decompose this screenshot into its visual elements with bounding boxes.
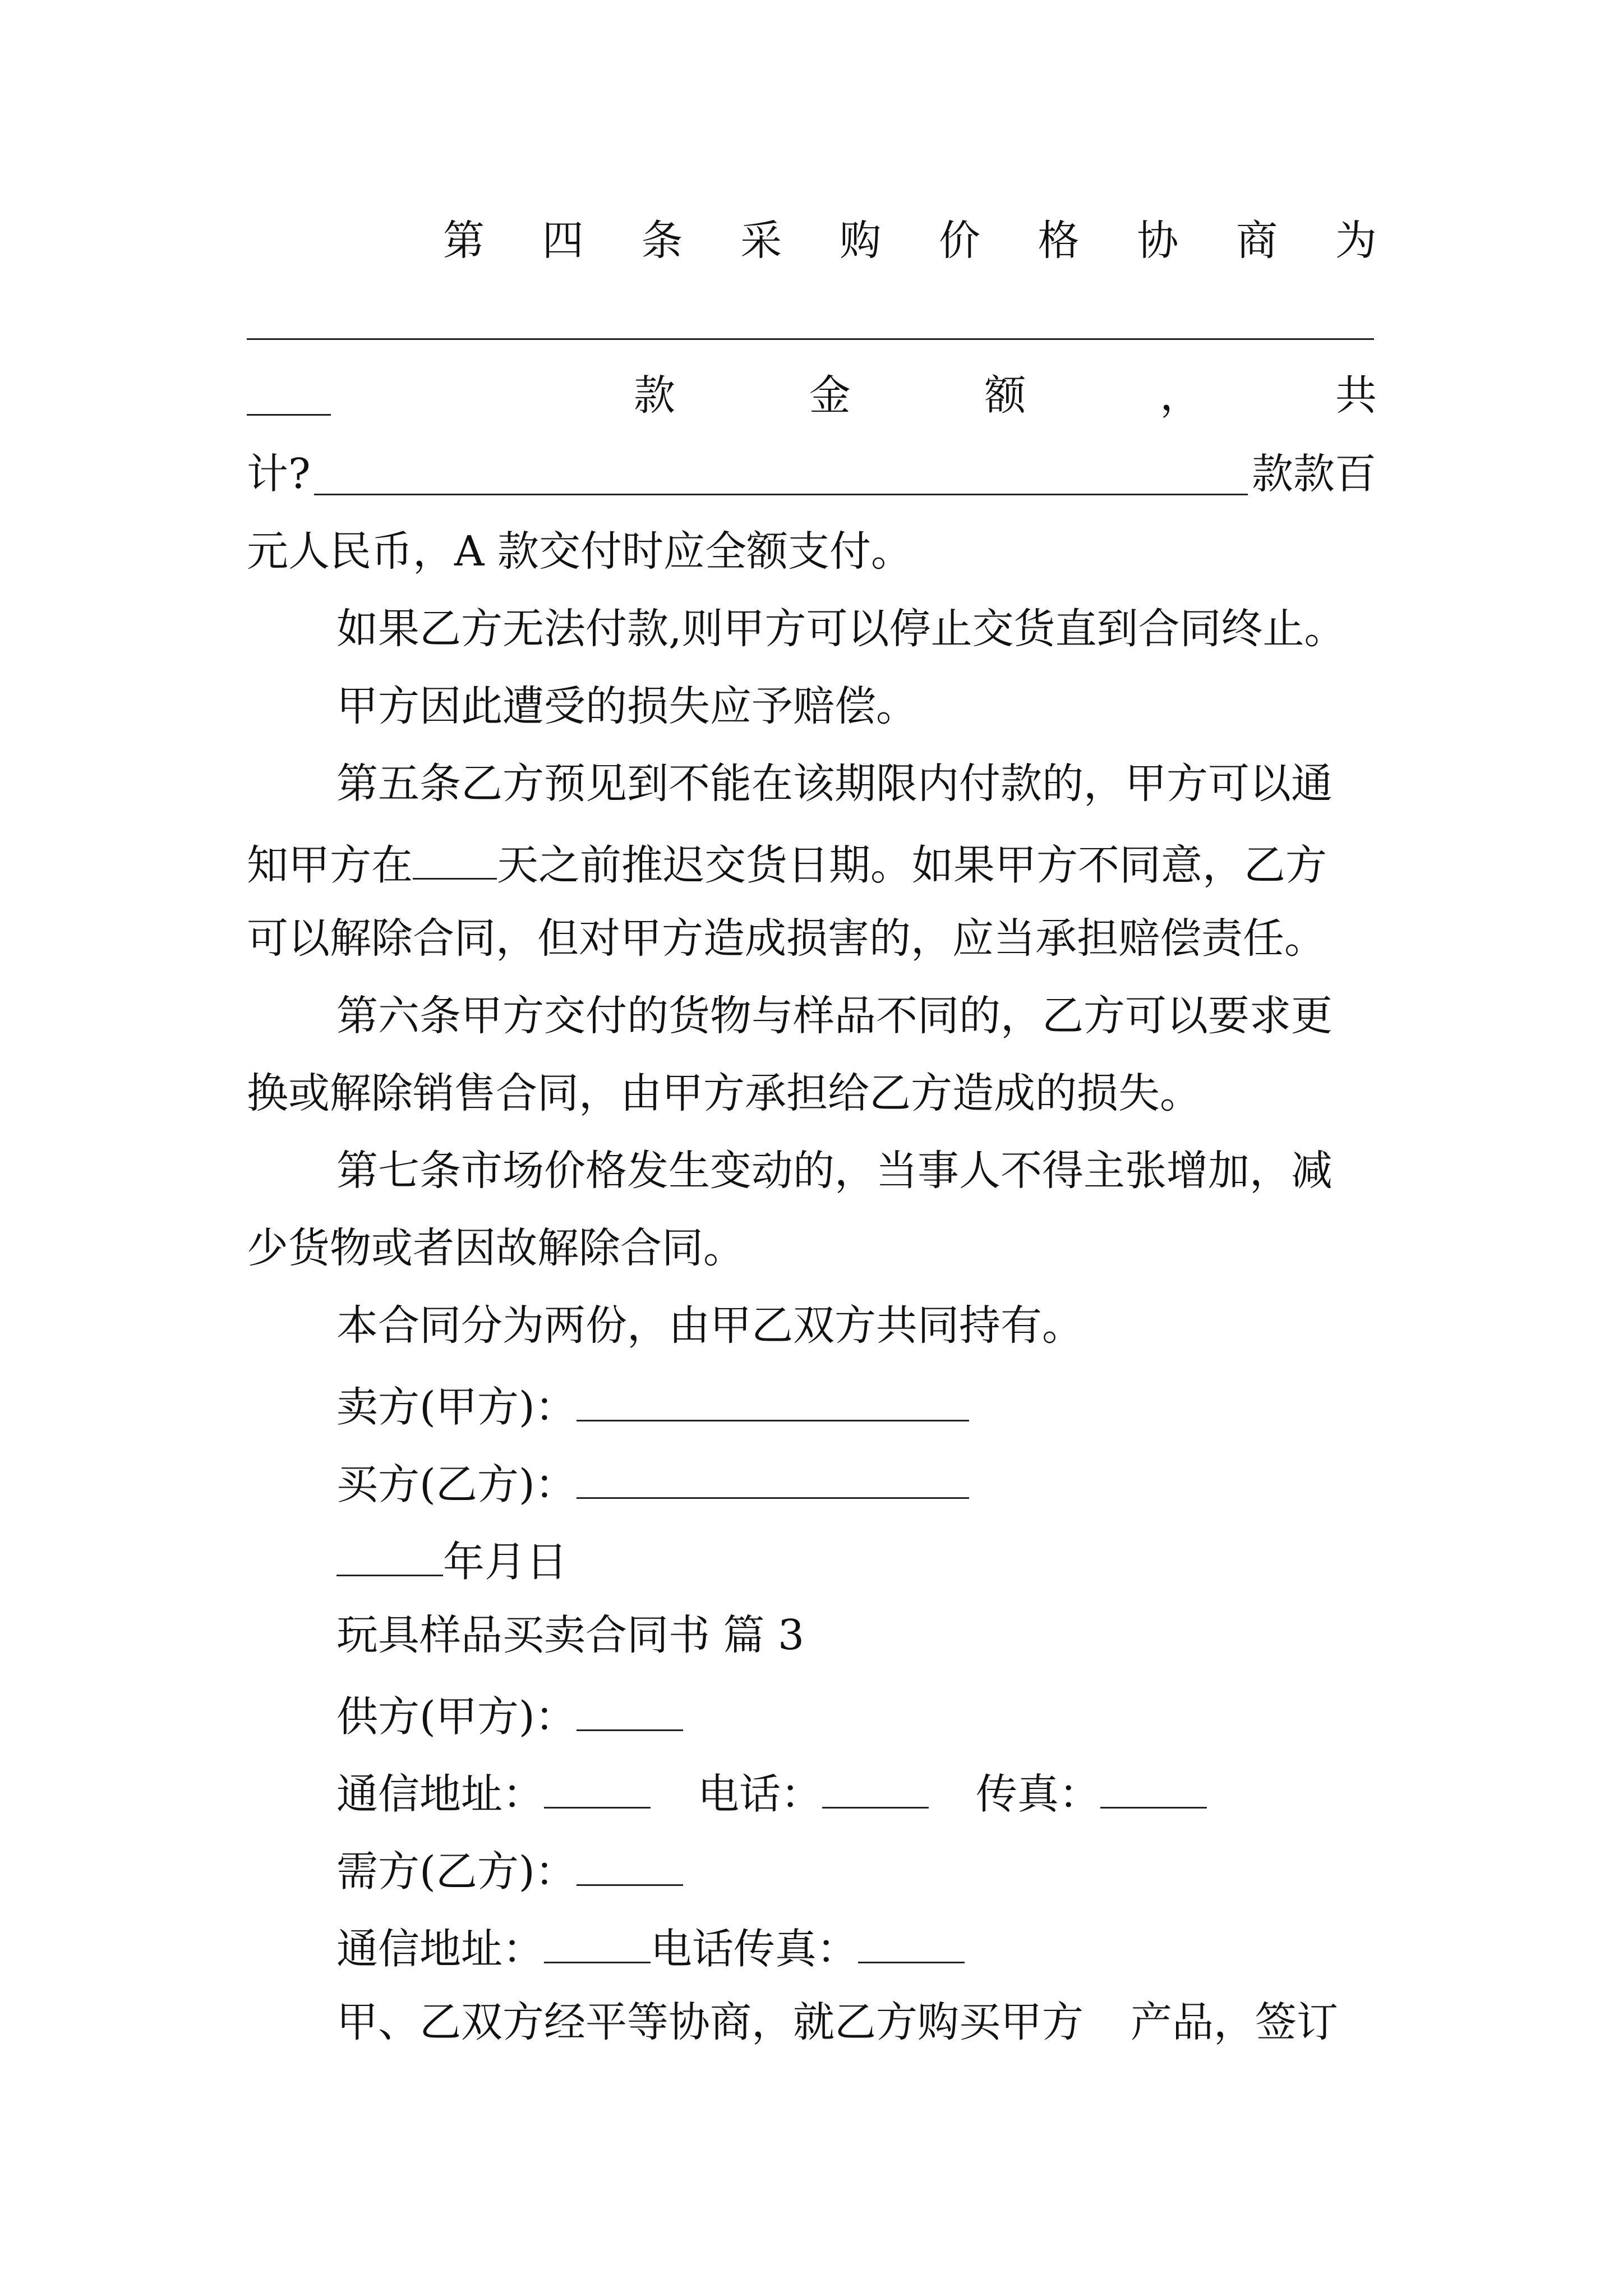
supplier-blank <box>577 1692 683 1731</box>
total-suffix: 款款百 <box>1252 450 1376 498</box>
intro-text: 产品，签订 <box>1131 1998 1338 2046</box>
demander-line <box>336 1847 683 1896</box>
fax-label: 传真： <box>976 1770 1100 1819</box>
total-blank <box>314 494 1248 495</box>
contract3-heading: 玩具样品买卖合同书 篇 3 <box>336 1611 805 1659</box>
date-label: 年月日 <box>443 1538 568 1586</box>
heading-char: 条 <box>641 217 683 265</box>
article6-line2: 换或解除销售合同，由甲方承担给乙方造成的损失。 <box>247 1069 1201 1117</box>
short-blank <box>247 414 331 416</box>
article4-heading <box>443 217 1377 265</box>
phone-label: 电话： <box>698 1770 822 1819</box>
supplier-label: 供方(甲方)： <box>336 1692 577 1741</box>
heading-char: 价 <box>938 217 980 265</box>
supplier-line <box>336 1692 683 1741</box>
heading-char: 第 <box>443 217 485 265</box>
total-prefix: 计? <box>247 450 311 498</box>
word: 额 <box>984 371 1026 420</box>
fax-blank <box>1100 1769 1207 1809</box>
heading-char: 四 <box>542 217 584 265</box>
article7-line1: 第七条市场价格发生变动的，当事人不得主张增加，减 <box>336 1147 1332 1195</box>
buyer-blank <box>577 1460 969 1499</box>
article5-line1: 第五条乙方预见到不能在该期限内付款的，甲方可以通 <box>336 760 1332 808</box>
address-blank <box>544 1924 651 1963</box>
intro-text: 甲、乙双方经平等协商，就乙方购买甲方 <box>336 1998 1083 2046</box>
demander-label: 需方(乙方)： <box>336 1847 577 1896</box>
currency-line: 元人民币，A 款交付时应全额支付。 <box>247 527 912 576</box>
phone-fax-label: 电话传真： <box>651 1925 858 1973</box>
copies-line: 本合同分为两份，由甲乙双方共同持有。 <box>336 1301 1083 1350</box>
word: ， <box>1160 371 1202 420</box>
heading-char: 为 <box>1335 217 1377 265</box>
seller-blank <box>577 1382 969 1421</box>
heading-char: 购 <box>840 217 882 265</box>
price-blank-line <box>247 338 1374 340</box>
contact-line-2 <box>336 1924 965 1973</box>
address-label: 通信地址： <box>336 1925 544 1973</box>
demander-blank <box>577 1847 683 1886</box>
year-blank <box>336 1537 443 1576</box>
word: 共 <box>1335 371 1377 420</box>
article6-line1: 第六条甲方交付的货物与样品不同的，乙方可以要求更 <box>336 992 1332 1040</box>
buyer-signature <box>336 1460 969 1509</box>
heading-char: 商 <box>1236 217 1278 265</box>
phone-fax-blank <box>858 1924 965 1963</box>
article5-line3: 可以解除合同，但对甲方造成损害的，应当承担赔偿责任。 <box>247 914 1326 963</box>
seller-label: 卖方(甲方)： <box>336 1383 577 1432</box>
seller-signature <box>336 1382 969 1432</box>
article7-line2: 少货物或者因故解除合同。 <box>247 1224 745 1272</box>
text: 天之前推迟交货日期。如果甲方不同意，乙方 <box>497 841 1327 890</box>
days-blank <box>413 840 497 880</box>
text: 知甲方在 <box>247 841 413 890</box>
date-line <box>336 1537 568 1586</box>
phone-blank <box>822 1769 929 1809</box>
contact-line <box>336 1769 1207 1819</box>
buyer-label: 买方(乙方)： <box>336 1460 577 1509</box>
heading-char: 格 <box>1038 217 1080 265</box>
address-label: 通信地址： <box>336 1770 544 1819</box>
word: 款 <box>634 371 675 420</box>
article4-para2: 甲方因此遭受的损失应予赔偿。 <box>336 682 917 730</box>
article5-line2 <box>247 840 1327 890</box>
heading-char: 采 <box>740 217 782 265</box>
article4-para1: 如果乙方无法付款,则甲方可以停止交货直到合同终止。 <box>336 605 1346 653</box>
heading-char: 协 <box>1137 217 1179 265</box>
address-blank <box>544 1769 651 1809</box>
intro-line <box>336 1998 1338 2046</box>
amount-words <box>634 371 1377 420</box>
word: 金 <box>809 371 851 420</box>
